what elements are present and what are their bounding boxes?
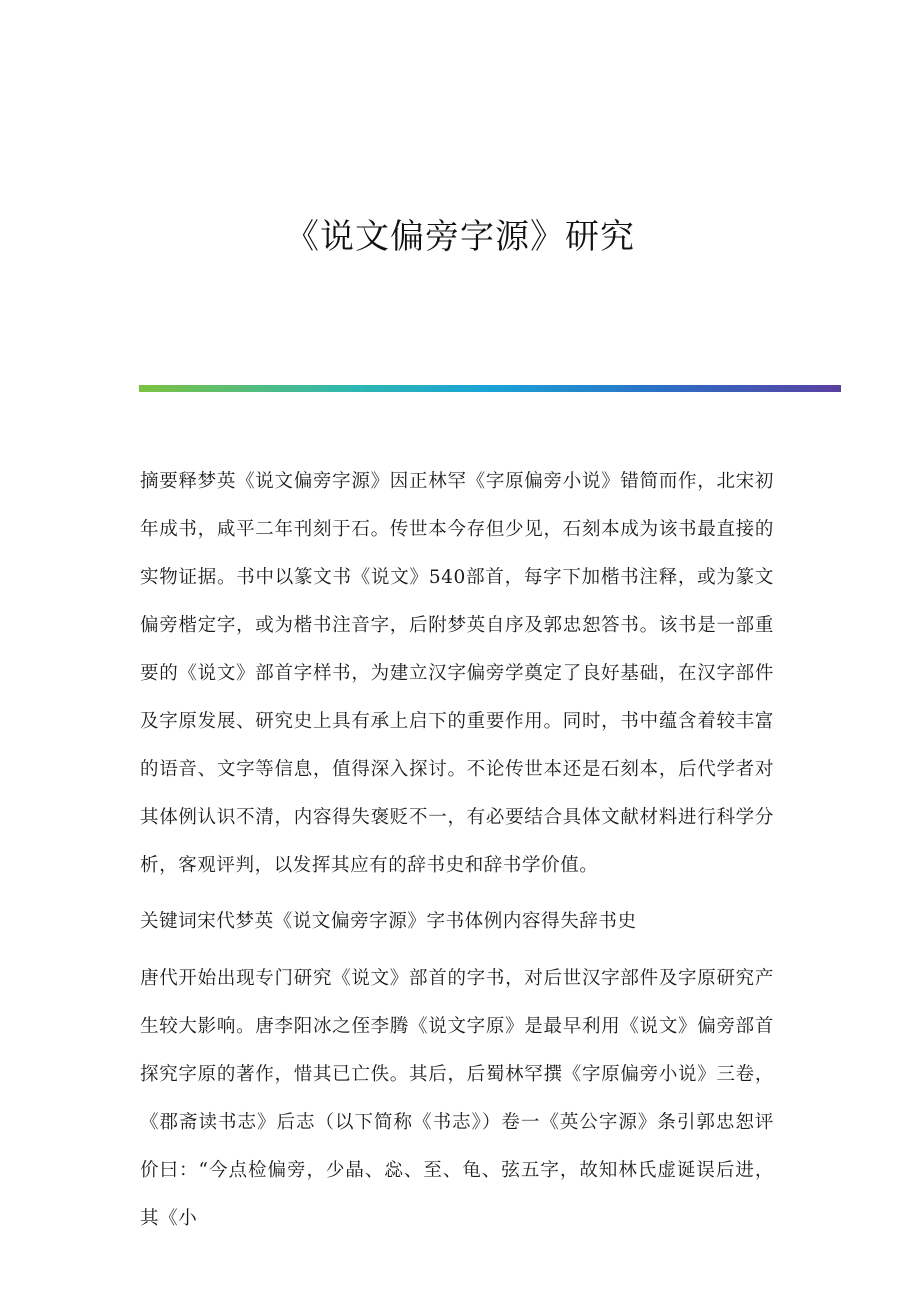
title-divider [139, 385, 841, 392]
keywords-paragraph: 关键词宋代梦英《说文偏旁字源》字书体例内容得失辞书史 [140, 911, 637, 932]
abstract-paragraph: 摘要释梦英《说文偏旁字源》因正林罕《字原偏旁小说》错简而作，北宋初年成书，咸平二年刊刻于石。传世本今存但少见，石刻本成为该书最直接的实物证据。书中以篆文书《说文》540部首，每字下加楷书注释，或为篆文偏旁楷定字，或为楷书注音字，后附梦英自序及郭忠恕答书。该书是一部重要的《说文》部首字样书，为建立汉字偏旁学奠定了良好基础，在汉字部件及字原发展、研究史上具有承上启下的重要作用。同时，书中蕴含着较丰富的语音、文字等信息，值得深入探讨。不论传世本还是石刻本，后代学者对其体例认识不清，内容得失褒贬不一，有必要结合具体文献材料进行科学分析，客观评判，以发挥其应有的辞书史和辞书学价值。 [140, 471, 774, 876]
intro-paragraph: 唐代开始出现专门研究《说文》部首的字书，对后世汉字部件及字原研究产生较大影响。唐李阳冰之侄李腾《说文字原》是最早利用《说文》偏旁部首探究字原的著作，惜其已亡佚。其后，后蜀林罕撰《字原偏旁小说》三卷，《郡斋读书志》后志（以下简称《书志》）卷一《英公字源》条引郭忠恕评价曰：“今点检偏旁，少晶、惢、至、龟、弦五字，故知林氏虚诞误后进，其《小 [140, 968, 774, 1229]
page-title: 《说文偏旁字源》研究 [285, 217, 635, 257]
